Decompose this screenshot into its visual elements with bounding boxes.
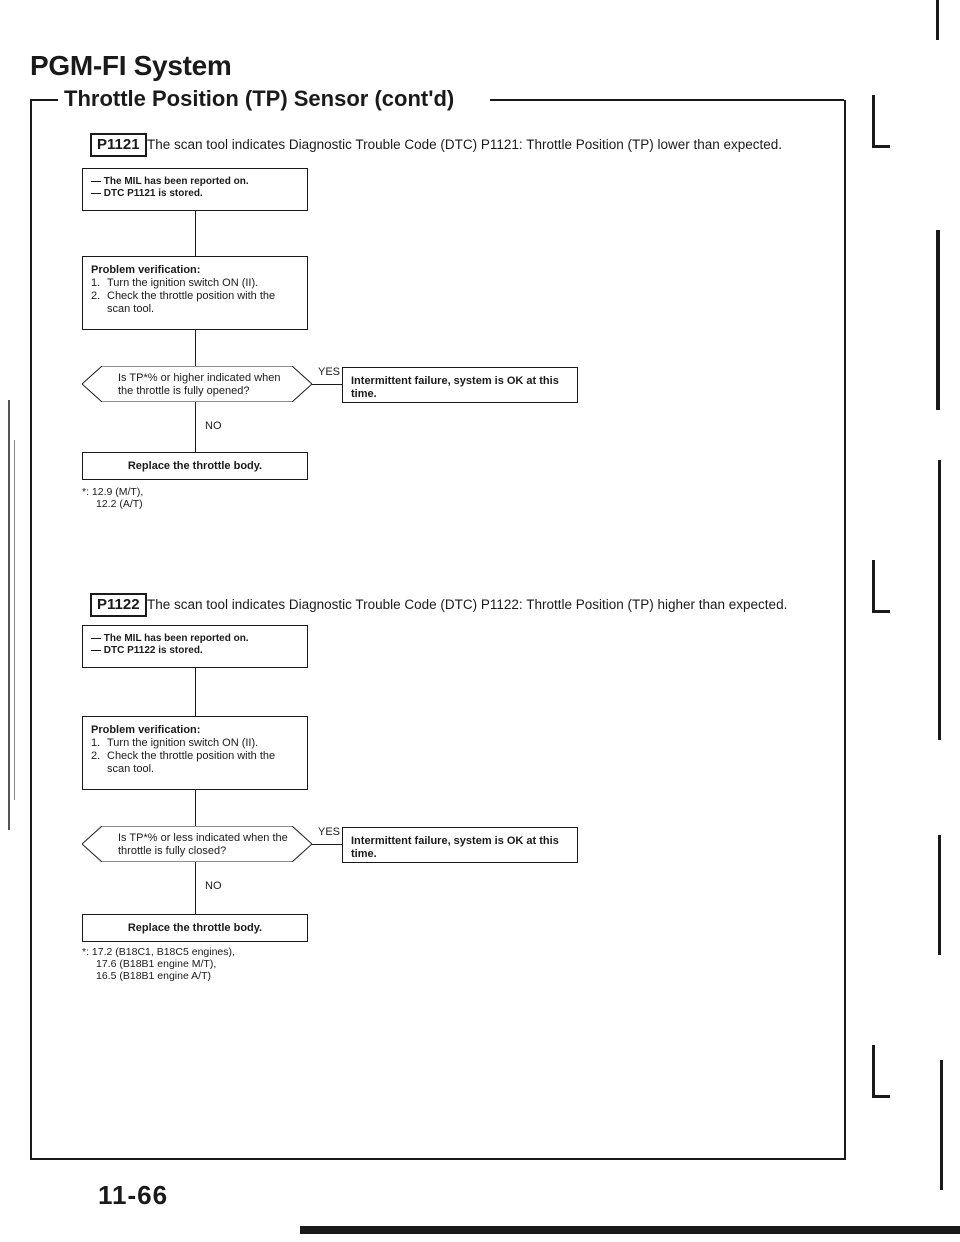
start-condition-box [82,625,308,668]
step-text: Turn the ignition switch ON (II). [107,277,259,289]
decision-diamond [82,826,312,862]
step-text: Check the throttle position with the scan tool. [107,750,276,775]
page-title: PGM-FI System [30,50,232,81]
step-number: 1. [91,277,101,289]
footnote-line: 17.6 (B18B1 engine M/T), [96,958,217,970]
tab-marker [872,560,875,610]
flow-connector [195,211,196,256]
decision-question: Is TP*% or higher indicated when the throttle is fully opened? [118,372,281,397]
verification-title: Problem verification: [91,724,201,736]
final-action-text: Replace the throttle body. [127,922,263,934]
dtc-code-label: P1121 [90,133,147,157]
yes-label: YES [318,826,341,838]
start-condition-line: — The MIL has been reported on. [91,633,249,644]
no-label: NO [205,880,222,892]
page-bottom-bar [300,1226,960,1234]
problem-verification-box [82,256,308,330]
yes-result-text: Intermittent failure, system is OK at this time. [351,835,559,860]
scan-edge-mark [14,440,15,800]
step-text: Check the throttle position with the scan tool. [107,290,276,315]
step-text: Turn the ignition switch ON (II). [107,737,259,749]
step-number: 2. [91,750,101,762]
dtc-code-label: P1122 [90,593,147,617]
binding-edge [938,835,941,955]
decision-diamond [82,366,312,402]
start-condition-line: — The MIL has been reported on. [91,176,249,187]
yes-result-text: Intermittent failure, system is OK at this time. [351,375,559,400]
footnote [82,486,143,510]
start-condition-box [82,168,308,211]
tab-marker [872,1045,875,1095]
final-action-text: Replace the throttle body. [127,460,263,472]
binding-edge [936,230,940,410]
yes-connector [312,384,342,385]
footnote-line: *: 12.9 (M/T), [82,486,144,498]
binding-edge [940,1060,943,1190]
final-action-box [82,914,308,942]
problem-verification-box [82,716,308,790]
footnote [82,946,235,982]
no-label: NO [205,420,222,432]
flow-connector [195,668,196,716]
section-subtitle: Throttle Position (TP) Sensor (cont'd) [64,86,455,111]
tab-marker [872,145,890,148]
tab-marker [872,95,875,145]
flow-connector [195,402,196,452]
binding-edge [938,460,941,740]
flow-connector [195,330,196,366]
yes-connector [312,844,342,845]
dtc-description: The scan tool indicates Diagnostic Trouble Code (DTC) P1121: Throttle Position (TP) lower than expected. [147,137,783,152]
footnote-line: *: 17.2 (B18C1, B18C5 engines), [82,946,235,958]
scan-edge-mark [8,400,10,830]
footnote-line: 12.2 (A/T) [96,498,143,510]
flow-connector [195,862,196,914]
flow-connector [195,790,196,826]
yes-result-box [342,827,578,863]
start-condition-line: — DTC P1121 is stored. [91,188,203,199]
tab-marker [872,1095,890,1098]
dtc-description: The scan tool indicates Diagnostic Trouble Code (DTC) P1122: Throttle Position (TP) higher than expected. [147,597,788,612]
yes-result-box [342,367,578,403]
binding-edge-top [936,0,939,40]
footnote-line: 16.5 (B18B1 engine A/T) [96,970,211,982]
step-number: 2. [91,290,101,302]
start-condition-line: — DTC P1122 is stored. [91,645,203,656]
verification-title: Problem verification: [91,264,201,276]
yes-label: YES [318,366,341,378]
tab-marker [872,610,890,613]
step-number: 1. [91,737,101,749]
final-action-box [82,452,308,480]
page-number: 11-66 [98,1180,169,1210]
decision-question: Is TP*% or less indicated when the throttle is fully closed? [118,832,288,857]
